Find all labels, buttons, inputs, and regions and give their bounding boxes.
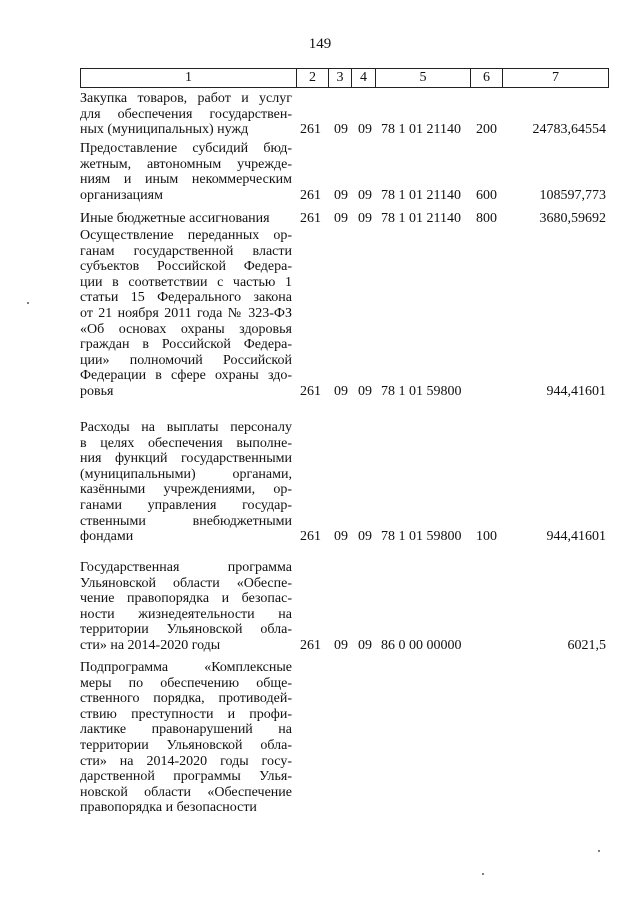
description-line: Государственная программа xyxy=(80,560,292,575)
description-line: меры по обеспечению обще- xyxy=(80,675,292,691)
description-line: лактике правонарушений на xyxy=(80,722,292,738)
description-line: Предоставление субсидий бюд- xyxy=(80,141,292,156)
description-line: «Об основах охраны здоровья xyxy=(80,321,292,337)
description-line: ганами управления государ- xyxy=(80,497,292,513)
cell-c6: 800 xyxy=(476,211,497,226)
description-line: ных (муниципальных) нужд xyxy=(80,122,249,138)
table-row-description xyxy=(80,141,292,203)
page-number: 149 xyxy=(308,36,332,52)
description-line: Иные бюджетные ассигнования xyxy=(80,211,270,226)
description-line: от 21 ноября 2011 года № 323-ФЗ xyxy=(80,305,292,321)
table-row-description xyxy=(80,560,292,654)
description-line: дарственной программы Улья- xyxy=(80,769,292,785)
cell-c2: 261 xyxy=(300,187,321,203)
description-line: субъектов Российской Федера- xyxy=(80,259,292,275)
cell-c4: 09 xyxy=(358,384,372,399)
cell-c2: 261 xyxy=(300,122,321,138)
description-line: в целях обеспечения выполне- xyxy=(80,435,292,451)
cell-c2: 261 xyxy=(300,211,321,226)
description-line: ности жизнедеятельности на xyxy=(80,606,292,622)
cell-c7: 108597,773 xyxy=(539,187,606,203)
description-line: жетным, автономным учрежде- xyxy=(80,156,292,172)
cell-c3: 09 xyxy=(334,638,348,653)
description-line: казёнными учреждениями, ор- xyxy=(80,482,292,498)
header-col-7: 7 xyxy=(503,69,609,88)
scan-speck xyxy=(598,850,600,852)
table-row-description xyxy=(80,211,292,227)
description-line: ции» полномочий Российской xyxy=(80,352,292,368)
description-line: статьи 15 Федерального закона xyxy=(80,290,292,306)
cell-c6: 100 xyxy=(476,529,497,545)
description-line: ганам государственной власти xyxy=(80,243,292,259)
cell-c2: 261 xyxy=(300,384,321,399)
header-col-6: 6 xyxy=(471,69,503,88)
description-line: Закупка товаров, работ и услуг xyxy=(80,91,292,106)
cell-c3: 09 xyxy=(334,211,348,226)
description-line: сти» на 2014-2020 годы госу- xyxy=(80,753,292,769)
cell-c6: 200 xyxy=(476,122,497,138)
description-line: ствию преступности и профи- xyxy=(80,706,292,722)
table-header xyxy=(80,68,609,88)
description-line: правопорядка и безопасности xyxy=(80,800,257,816)
description-line: территории Ульяновской обла- xyxy=(80,622,292,638)
cell-c3: 09 xyxy=(334,529,348,545)
description-line: фондами xyxy=(80,529,134,545)
cell-c5: 78 1 01 21140 xyxy=(381,211,461,226)
cell-c3: 09 xyxy=(334,122,348,138)
scan-speck xyxy=(482,873,484,875)
description-line: ственными внебюджетными xyxy=(80,513,292,529)
header-col-4: 4 xyxy=(352,69,376,88)
header-col-1: 1 xyxy=(81,69,297,88)
header-col-2: 2 xyxy=(297,69,329,88)
header-col-5: 5 xyxy=(376,69,471,88)
description-line: ровья xyxy=(80,383,114,399)
cell-c5: 78 1 01 21140 xyxy=(381,122,461,138)
cell-c3: 09 xyxy=(334,384,348,399)
cell-c4: 09 xyxy=(358,529,372,545)
cell-c3: 09 xyxy=(334,187,348,203)
table-row-description xyxy=(80,420,292,545)
description-line: организациям xyxy=(80,187,163,203)
cell-c4: 09 xyxy=(358,211,372,226)
description-line: для обеспечения государствен- xyxy=(80,106,292,122)
cell-c4: 09 xyxy=(358,638,372,653)
cell-c6: 600 xyxy=(476,187,497,203)
cell-c7: 6021,5 xyxy=(567,638,606,653)
cell-c2: 261 xyxy=(300,529,321,545)
scan-speck xyxy=(27,302,29,304)
table-row-description xyxy=(80,91,292,138)
header-col-3: 3 xyxy=(329,69,352,88)
description-line: территории Ульяновской обла- xyxy=(80,737,292,753)
cell-c5: 78 1 01 21140 xyxy=(381,187,461,203)
cell-c7: 3680,59692 xyxy=(539,211,606,226)
description-line: ниям и иным некоммерческим xyxy=(80,172,292,188)
cell-c5: 86 0 00 00000 xyxy=(381,638,462,653)
description-line: Федерации в сфере охраны здо- xyxy=(80,368,292,384)
description-line: чение правопорядка и безопас- xyxy=(80,591,292,607)
description-line: Расходы на выплаты персоналу xyxy=(80,420,292,435)
table-row-description xyxy=(80,660,292,816)
description-line: Осуществление переданных ор- xyxy=(80,228,292,243)
description-line: Подпрограмма «Комплексные xyxy=(80,660,292,675)
cell-c2: 261 xyxy=(300,638,321,653)
cell-c5: 78 1 01 59800 xyxy=(381,384,462,399)
cell-c7: 24783,64554 xyxy=(532,122,606,138)
cell-c4: 09 xyxy=(358,122,372,138)
description-line: новской области «Обеспечение xyxy=(80,784,292,800)
description-line: ции в соответствии с частью 1 xyxy=(80,274,292,290)
description-line: ственного порядка, противодей- xyxy=(80,691,292,707)
description-line: граждан в Российской Федера- xyxy=(80,337,292,353)
description-line: (муниципальными) органами, xyxy=(80,466,292,482)
cell-c4: 09 xyxy=(358,187,372,203)
cell-c5: 78 1 01 59800 xyxy=(381,529,462,545)
cell-c7: 944,41601 xyxy=(546,529,606,545)
description-line: сти» на 2014-2020 годы xyxy=(80,637,221,653)
description-line: Ульяновской области «Обеспе- xyxy=(80,575,292,591)
description-line: ния функций государственными xyxy=(80,451,292,467)
cell-c7: 944,41601 xyxy=(546,384,606,399)
table-row-description xyxy=(80,228,292,400)
